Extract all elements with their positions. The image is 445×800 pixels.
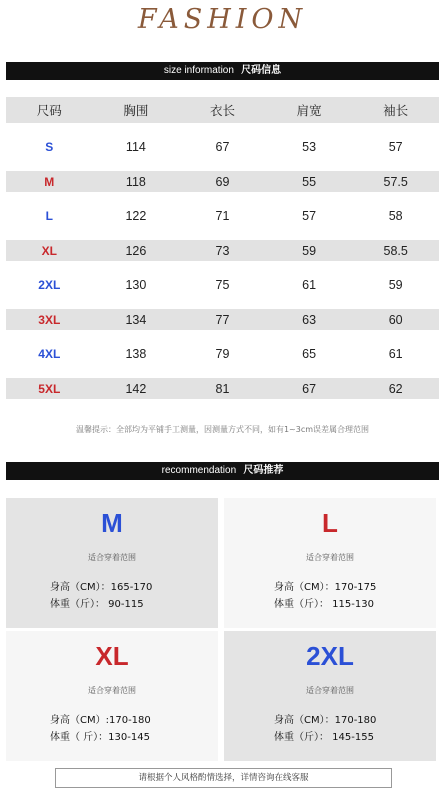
card-weight-range: 体重（斤）： 145-155 bbox=[274, 732, 374, 743]
table-cell: 81 bbox=[215, 381, 230, 396]
card-caption: 适合穿着范围 bbox=[306, 553, 354, 562]
table-cell: 73 bbox=[215, 243, 230, 258]
size-info-zh-label: 尺码信息 bbox=[241, 65, 282, 76]
size-label-cell: 5XL bbox=[38, 381, 61, 396]
table-cell: 71 bbox=[215, 209, 230, 223]
table-cell: 67 bbox=[302, 381, 317, 396]
card-caption: 适合穿着范围 bbox=[88, 686, 136, 695]
card-weight-range: 体重（ 斤）：130-145 bbox=[50, 732, 150, 743]
table-cell: 53 bbox=[302, 140, 317, 154]
card-size-label: 2XL bbox=[306, 641, 354, 671]
size-label-cell: 4XL bbox=[38, 347, 61, 361]
size-label-cell: XL bbox=[41, 243, 57, 258]
card-weight-range: 体重（斤）： 115-130 bbox=[274, 599, 374, 610]
card-caption: 适合穿着范围 bbox=[306, 686, 354, 695]
table-cell: 138 bbox=[125, 347, 147, 361]
table-cell: 75 bbox=[215, 278, 230, 292]
size-label-cell: 3XL bbox=[38, 312, 61, 327]
table-cell: 134 bbox=[125, 312, 147, 327]
recommendation-en-label: recommendation bbox=[161, 465, 237, 476]
table-cell: 69 bbox=[215, 174, 230, 189]
table-cell: 130 bbox=[125, 278, 147, 292]
card-height-range: 身高（CM）：170-175 bbox=[274, 582, 377, 593]
table-cell: 65 bbox=[302, 347, 317, 361]
table-cell: 57 bbox=[302, 209, 317, 223]
table-cell: 62 bbox=[388, 381, 403, 396]
table-cell: 79 bbox=[215, 347, 230, 361]
card-weight-range: 体重（斤）： 90-115 bbox=[50, 599, 144, 610]
table-header-cell: 衣长 bbox=[209, 104, 235, 118]
recommendation-zh-label: 尺码推荐 bbox=[243, 465, 284, 476]
recommendation-card-l bbox=[224, 498, 436, 628]
table-cell: 59 bbox=[388, 278, 403, 292]
table-cell: 114 bbox=[125, 140, 146, 154]
table-row bbox=[6, 309, 439, 330]
recommendation-grid bbox=[6, 498, 439, 762]
card-caption: 适合穿着范围 bbox=[88, 553, 136, 562]
table-row bbox=[6, 171, 439, 192]
size-label-cell: S bbox=[45, 140, 54, 154]
card-height-range: 身高（CM）：170-180 bbox=[274, 715, 377, 726]
size-info-header-bar bbox=[6, 62, 439, 80]
measurement-note: 温馨提示：全部均为平铺手工测量，因测量方式不同，如有1~3cm误差属合理范围 bbox=[75, 425, 370, 434]
table-cell: 61 bbox=[302, 278, 317, 292]
table-cell: 61 bbox=[388, 347, 403, 361]
table-row bbox=[6, 330, 439, 378]
table-row bbox=[6, 123, 439, 171]
table-cell: 118 bbox=[125, 174, 146, 189]
brand-title: FASHION bbox=[137, 4, 308, 35]
table-cell: 126 bbox=[125, 243, 147, 258]
table-row bbox=[6, 378, 439, 399]
card-height-range: 身高（CM）:170-180 bbox=[50, 715, 151, 726]
table-cell: 122 bbox=[125, 209, 147, 223]
table-header-cell: 肩宽 bbox=[296, 104, 322, 118]
table-header-cell: 胸围 bbox=[123, 104, 149, 118]
table-cell: 57 bbox=[388, 140, 403, 154]
card-height-range: 身高（CM）：165-170 bbox=[50, 582, 153, 593]
table-cell: 142 bbox=[125, 381, 147, 396]
recommendation-card-m bbox=[6, 498, 218, 628]
recommendation-card-xl bbox=[6, 631, 218, 761]
table-cell: 60 bbox=[388, 312, 403, 327]
table-cell: 55 bbox=[302, 174, 317, 189]
table-header-row bbox=[6, 97, 439, 123]
recommendation-header-bar bbox=[6, 462, 439, 480]
card-size-label: M bbox=[101, 508, 123, 538]
card-size-label: XL bbox=[95, 641, 129, 671]
recommendation-card-2xl bbox=[224, 631, 436, 761]
table-row bbox=[6, 192, 439, 240]
table-cell: 59 bbox=[302, 243, 317, 258]
size-chart-table bbox=[6, 97, 439, 399]
table-header-cell: 袖长 bbox=[383, 104, 409, 118]
table-cell: 67 bbox=[215, 140, 230, 154]
table-cell: 58 bbox=[388, 209, 403, 223]
size-label-cell: L bbox=[45, 209, 53, 223]
footer-note-box: 请根据个人风格酌情选择，详情咨询在线客服 bbox=[55, 768, 392, 788]
size-info-en-label: size information bbox=[163, 65, 234, 76]
table-row bbox=[6, 240, 439, 261]
size-label-cell: M bbox=[44, 174, 55, 189]
table-header-cell: 尺码 bbox=[36, 104, 62, 118]
table-cell: 77 bbox=[215, 312, 230, 327]
table-cell: 57.5 bbox=[383, 174, 408, 189]
table-row bbox=[6, 261, 439, 309]
size-label-cell: 2XL bbox=[38, 278, 61, 292]
table-cell: 58.5 bbox=[383, 243, 408, 258]
table-cell: 63 bbox=[302, 312, 317, 327]
card-size-label: L bbox=[322, 508, 338, 538]
